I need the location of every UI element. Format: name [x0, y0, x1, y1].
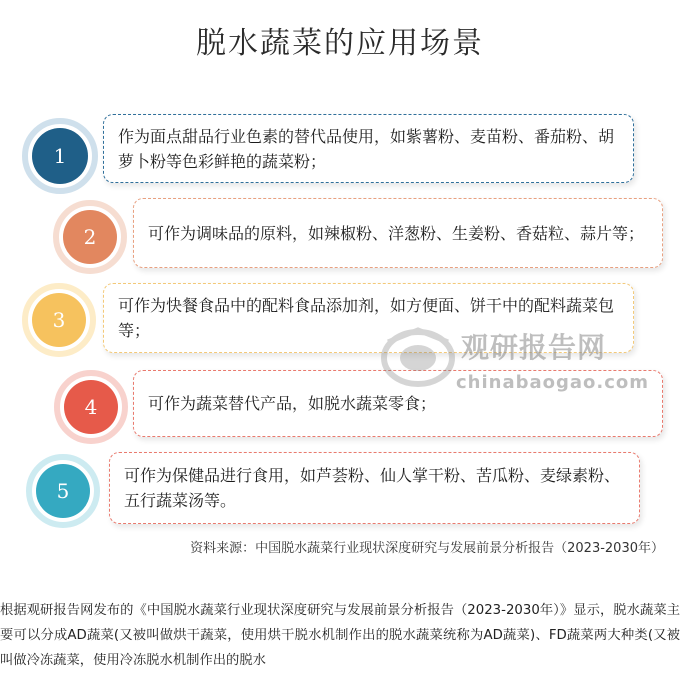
step-1-number: 1: [32, 128, 88, 184]
step-4-text: 可作为蔬菜替代产品，如脱水蔬菜零食；: [148, 394, 437, 413]
step-2-text: 可作为调味品的原料，如辣椒粉、洋葱粉、生姜粉、香菇粒、蒜片等；: [148, 223, 645, 243]
watermark-logo-icon: [378, 322, 458, 392]
step-2-number: 2: [63, 210, 117, 264]
step-5-circle: [26, 454, 100, 528]
step-5-text: 可作为保健品进行食用，如芦荟粉、仙人掌干粉、苦瓜粉、麦绿素粉、五行蔬菜汤等。: [124, 466, 621, 510]
watermark-text: 观研报告网: [461, 331, 607, 364]
step-3-number: 3: [32, 293, 86, 347]
step-2-circle: [53, 200, 127, 274]
watermark-url: chinabaogao.com: [456, 372, 650, 393]
step-4-number: 4: [64, 380, 118, 434]
step-5-card: [109, 452, 640, 524]
step-3-text: 可作为快餐食品中的配料食品添加剂，如方便面、饼干中的配料蔬菜包等；: [118, 296, 615, 340]
step-1-text: 作为面点甜品行业色素的替代品使用，如紫薯粉、麦苗粉、番茄粉、胡萝卜粉等色彩鲜艳的蔬菜粉；: [118, 126, 615, 171]
source-note: 资料来源：中国脱水蔬菜行业现状深度研究与发展前景分析报告（2023-2030年）: [190, 541, 664, 556]
step-1-card: [103, 114, 634, 183]
step-5-number: 5: [36, 464, 90, 518]
step-2-card: [133, 198, 663, 268]
step-4-circle: [54, 370, 128, 444]
step-3-circle: [22, 283, 96, 357]
step-1-circle: [22, 118, 98, 194]
page-title: 脱水蔬菜的应用场景: [196, 26, 484, 61]
body-paragraph: 根据观研报告网发布的《中国脱水蔬菜行业现状深度研究与发展前景分析报告（2023-2030年）》显示，脱水蔬菜主要可以分成AD蔬菜(又被叫做烘干蔬菜，使用烘干脱水机制作出的脱水蔬菜统称为AD蔬菜)、FD蔬菜两大种类(又被叫做冷冻蔬菜，使用冷冻脱水机制作出的脱水: [0, 603, 680, 668]
